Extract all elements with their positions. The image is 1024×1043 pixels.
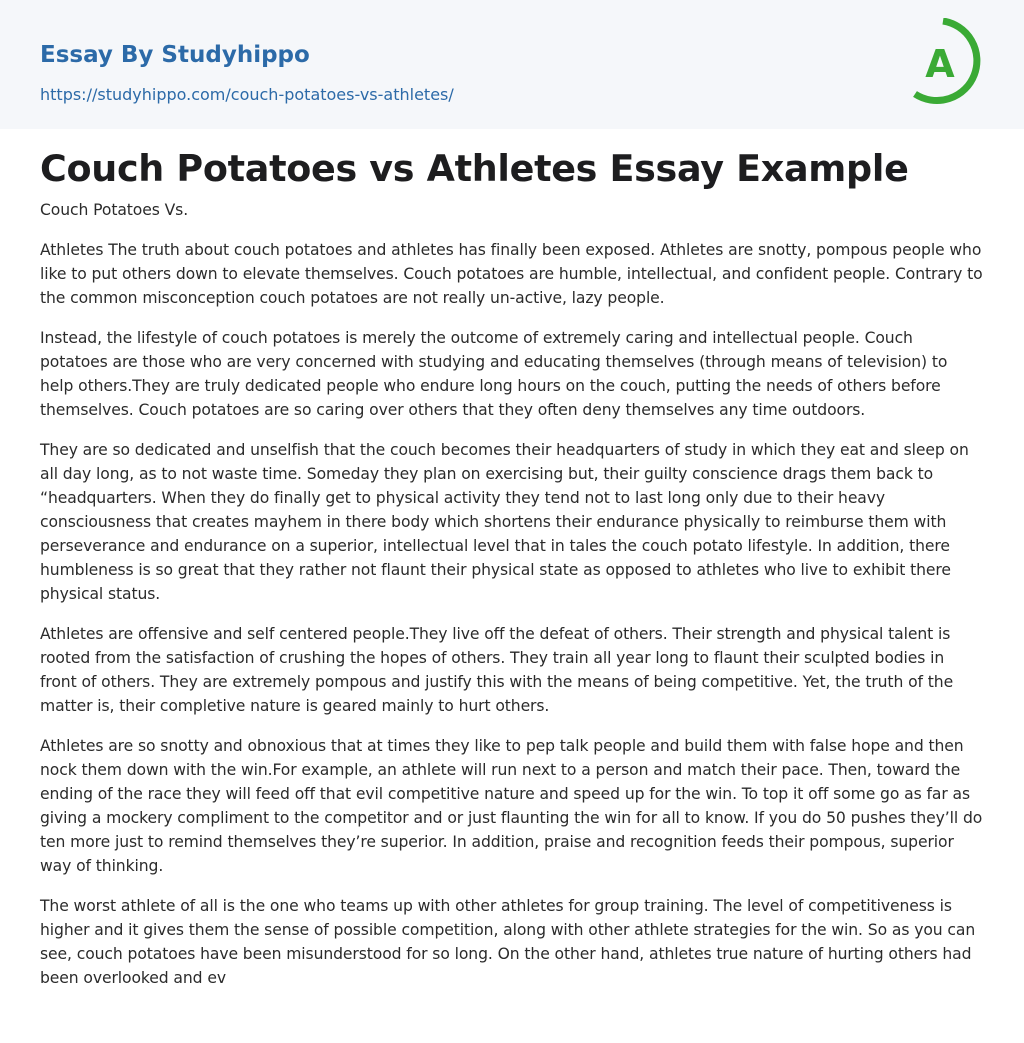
logo-a-icon [912, 18, 988, 106]
logo-letter: A [925, 42, 955, 86]
paragraph-2: Instead, the lifestyle of couch potatoes is merely the outcome of extremely caring and intellectual people. Couch potatoes are those who are very concerned with studying and educating themselves (through means of television) to help others.They are truly dedicated people who endure long hours on the couch, putting the needs of others before themselves. Couch potatoes are so caring over others that they often deny themselves any time outdoors. [40, 329, 948, 419]
brand-title: Essay By Studyhippo [40, 42, 310, 68]
article [40, 148, 984, 990]
studyhippo-logo[interactable] [912, 18, 988, 106]
article-title: Couch Potatoes vs Athletes Essay Example [40, 147, 909, 190]
paragraph-6: The worst athlete of all is the one who teams up with other athletes for group training. The level of competitiveness is higher and it gives them the sense of possible competition, along with other athlete strategies for the win. So as you can see, couch potatoes have been misunderstood for so long. On the other hand, athletes true nature of hurting others had been overlooked and ev [40, 897, 976, 987]
page-header [0, 0, 1024, 129]
paragraph-5: Athletes are so snotty and obnoxious that at times they like to pep talk people and build them with false hope and then nock them down with the win.For example, an athlete will run next to a person and match their pace. Then, toward the ending of the race they will feed off that evil competitive nature and speed up for the win. To top it off some go as far as giving a mockery compliment to the competitor and or just flaunting the win for all to know. If you do 50 pushes they’ll do ten more just to remind themselves they’re superior. In addition, praise and recognition feeds their pompous, superior way of thinking. [40, 737, 983, 875]
paragraph-3: They are so dedicated and unselfish that the couch becomes their headquarters of study in which they eat and sleep on all day long, as to not waste time. Someday they plan on exercising but, their guilty conscience drags them back to “headquarters. When they do finally get to physical activity they tend not to last long only due to their heavy consciousness that creates mayhem in there body which shortens their endurance physically to reimburse them with perseverance and endurance on a superior, intellectual level that in tales the couch potato lifestyle. In addition, there humbleness is so great that they rather not flaunt their physical state as opposed to athletes who live to exhibit there physical status. [40, 441, 969, 603]
article-subtitle: Couch Potatoes Vs. [40, 201, 189, 219]
paragraph-1: Athletes The truth about couch potatoes and athletes has finally been exposed. Athletes are snotty, pompous people who like to put others down to elevate themselves. Couch potatoes are humble, intellectual, and confident people. Contrary to the common misconception couch potatoes are not really un-active, lazy people. [40, 241, 983, 307]
paragraph-4: Athletes are offensive and self centered people.They live off the defeat of others. Their strength and physical talent is rooted from the satisfaction of crushing the hopes of others. They train all year long to flaunt their sculpted bodies in front of others. They are extremely pompous and justify this with the means of being competitive. Yet, the truth of the matter is, their completive nature is geared mainly to hurt others. [40, 625, 954, 715]
source-url-link[interactable]: https://studyhippo.com/couch-potatoes-vs-athletes/ [40, 85, 454, 104]
